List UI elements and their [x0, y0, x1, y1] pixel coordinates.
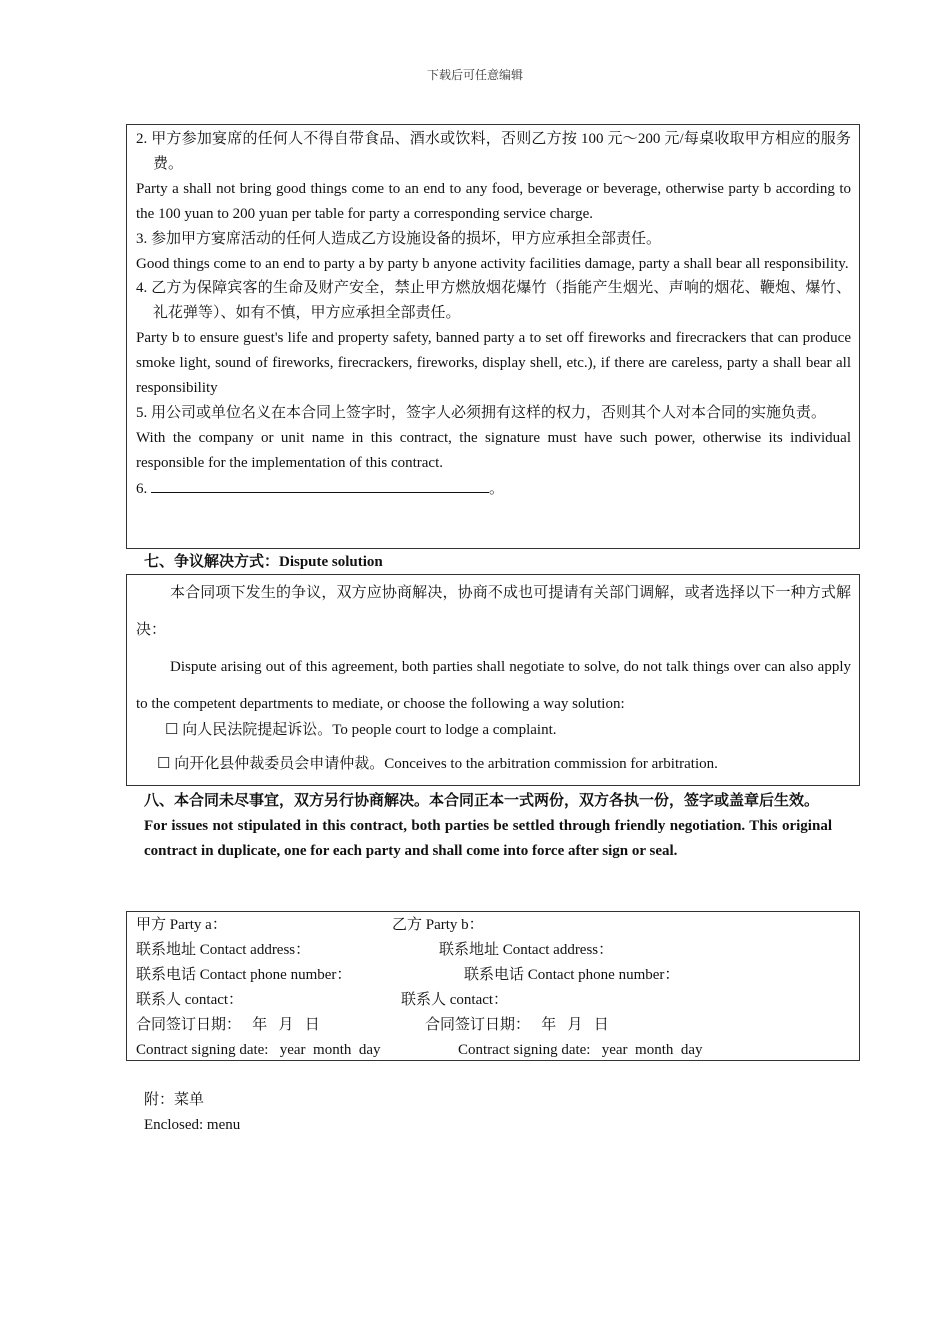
contact-a-label: 联系人 contact：	[136, 992, 244, 1008]
date-cn-a-label: 合同签订日期： 年 月 日	[136, 1017, 320, 1033]
dispute-option-arbitration[interactable]: ☐ 向开化县仲裁委员会申请仲裁。Conceives to the arbitration commission for arbitration.	[157, 756, 718, 772]
dispute-para-cn: 本合同项下发生的争议，双方应协商解决，协商不成也可提请有关部门调解，或者选择以下一种方式解决：	[136, 585, 851, 638]
term-5-cn: 5. 用公司或单位名义在本合同上签字时，签字人必须拥有这样的权力，否则其个人对本合同的实施负责。	[136, 404, 827, 421]
date-cn-b-label: 合同签订日期： 年 月 日	[425, 1017, 609, 1033]
dispute-option-court[interactable]: ☐ 向人民法院提起诉讼。To people court to lodge a complaint.	[165, 722, 557, 738]
dispute-box	[126, 574, 860, 786]
address-b-label: 联系地址 Contact address：	[439, 942, 614, 958]
section-8	[144, 789, 832, 864]
party-b-label: 乙方 Party b：	[392, 917, 484, 933]
section-7-title: 七、争议解决方式：Dispute solution	[144, 554, 383, 570]
term-3-cn: 3. 参加甲方宴席活动的任何人造成乙方设施设备的损坏，甲方应承担全部责任。	[136, 230, 662, 247]
term-2-cn: 2. 甲方参加宴席的任何人不得自带食品、酒水或饮料，否则乙方按 100 元～200 元/每桌收取甲方相应的服务费。	[136, 131, 851, 172]
address-a-label: 联系地址 Contact address：	[136, 942, 311, 958]
term-6	[136, 476, 851, 502]
enclosure-cn: 附：菜单	[144, 1092, 205, 1108]
enclosure-en: Enclosed: menu	[144, 1117, 241, 1133]
terms-box	[126, 124, 860, 549]
section-8-cn: 八、本合同未尽事宜，双方另行协商解决。本合同正本一式两份，双方各执一份，签字或盖章后生效。	[144, 793, 820, 809]
term-5-en: With the company or unit name in this contract, the signature must have such power, otherwise its individual responsible for the implementation of this contract.	[136, 429, 851, 471]
contact-b-label: 联系人 contact：	[401, 992, 509, 1008]
date-en-a-label: Contract signing date: year month day	[136, 1042, 381, 1058]
party-a-label: 甲方 Party a：	[136, 917, 227, 933]
term-6-number: 6.	[136, 480, 148, 497]
term-2-en: Party a shall not bring good things come to an end to any food, beverage or beverage, otherwise party b according to the 100 yuan to 200 yuan per table for party a corresponding service charge.	[136, 180, 851, 222]
signature-box	[126, 911, 860, 1061]
dispute-para-en: Dispute arising out of this agreement, both parties shall negotiate to solve, do not talk things over can also apply to the competent departments to mediate, or choose the following a way solution:	[136, 659, 851, 712]
term-4-cn: 4. 乙方为保障宾客的生命及财产安全，禁止甲方燃放烟花爆竹（指能产生烟光、声响的烟花、鞭炮、爆竹、礼花弹等）、如有不慎，甲方应承担全部责任。	[136, 280, 851, 322]
phone-b-label: 联系电话 Contact phone number：	[464, 967, 680, 983]
term-3-en: Good things come to an end to party a by party b anyone activity facilities damage, party a shall bear all responsibility.	[136, 255, 849, 272]
phone-a-label: 联系电话 Contact phone number：	[136, 967, 352, 983]
date-en-b-label: Contract signing date: year month day	[458, 1042, 703, 1058]
page-header-note: 下载后可任意编辑	[426, 68, 523, 82]
term-4-en: Party b to ensure guest's life and property safety, banned party a to set off fireworks and firecrackers that can produce smoke light, sound of fireworks, firecrackers, fireworks, display shell, etc.), if there are careless, party a shall bear all responsibility	[136, 330, 851, 397]
section-8-en: For issues not stipulated in this contract, both parties be settled through friendly negotiation. This original contract in duplicate, one for each party and shall come into force after sign or seal.	[144, 817, 832, 859]
term-6-blank-line[interactable]	[151, 476, 489, 493]
term-6-end: 。	[489, 480, 505, 497]
enclosure	[144, 1088, 240, 1138]
